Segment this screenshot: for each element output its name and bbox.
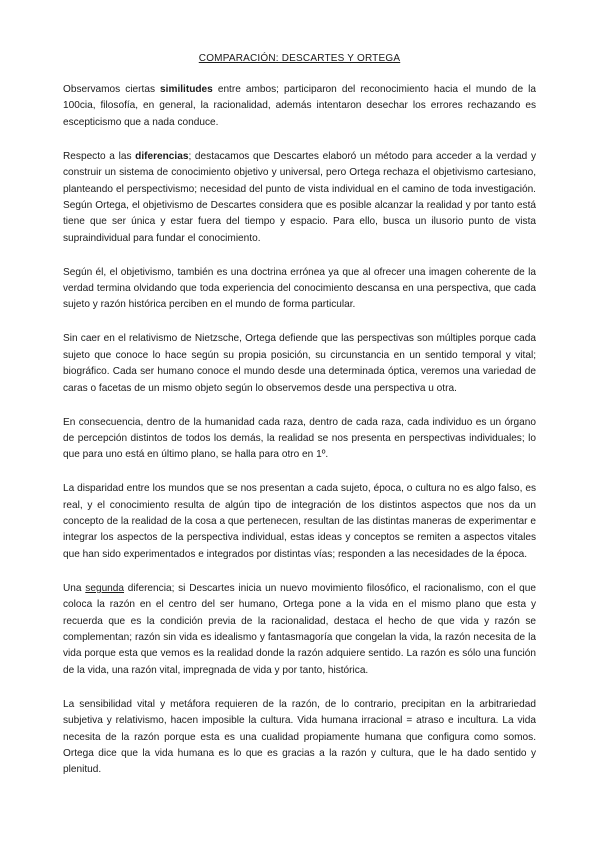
keyword-diferencias: diferencias <box>135 150 189 162</box>
paragraph-similitudes <box>63 82 536 131</box>
paragraph-disparidad: La disparidad entre los mundos que se nos presentan a cada sujeto, época, o cultura no es algo falso, es real, y el conocimiento resulta de algún tipo de integración de los distintos aspectos que nos da un concepto de la realidad de la cosa a que pertenecen, resultan de las distintas maneras de experimentar e integrar los aspectos de la perspectiva individual, estas ideas y conceptos se remiten a aspectos vitales que han sido experimentados e integrados por distintas vías; responden a las necesidades de la época. <box>63 483 536 560</box>
document-title: COMPARACIÓN: DESCARTES Y ORTEGA <box>198 53 401 64</box>
keyword-similitudes: similitudes <box>160 84 213 95</box>
paragraph-2-start: Respecto a las <box>63 150 136 162</box>
paragraph-2-rest: ; destacamos que Descartes elaboró un método para acceder a la verdad y construir un sistema de conocimiento objetivo y universal, pero Ortega rechaza el objetivismo cartesiano, planteando el perspectivismo; necesidad del punto de vista individual en el camino de toda investigación. Según Ortega, el objetivismo de Descartes considera que es posible alcanzar la realidad y por tanto está tiene que ser única y estar fuera del tiempo y espacio. Para ello, busca un ilusorio punto de vista supraindividual para fundar el conocimiento. <box>63 150 536 244</box>
paragraph-1-start: Observamos ciertas <box>63 84 161 95</box>
paragraph-7-start: Una <box>63 582 86 594</box>
paragraph-diferencias <box>63 149 536 247</box>
paragraph-consecuencia: En consecuencia, dentro de la humanidad cada raza, dentro de cada raza, cada individuo es un órgano de percepción distintos de todos los demás, la realidad se nos presenta en perspectivas individuales; lo que para uno está en último plano, se halla para otro en 1º. <box>63 416 536 461</box>
paragraph-perspectivismo: Sin caer en el relativismo de Nietzsche, Ortega defiende que las perspectivas son múltiples porque cada sujeto que conoce lo hace según su propia posición, su circunstancia en un sentido temporal y vital; biográfico. Cada ser humano conoce el mundo desde una determinada óptica, veremos una variedad de caras o facetas de un mismo objeto según lo observemos desde una perspectiva u otra. <box>63 333 536 394</box>
document-page <box>63 52 536 796</box>
keyword-segunda: segunda <box>85 582 125 594</box>
paragraph-segunda-diferencia <box>63 581 536 679</box>
paragraph-7-rest: diferencia; si Descartes inicia un nuevo movimiento filosófico, el racionalismo, con el que coloca la razón en el centro del ser humano, Ortega pone a la vida en el mismo plano que esta y recuerda que es la condición previa de la racionalidad, destaca el hecho de que vida y razón se complementan; razón sin vida es idealismo y fantasmagoría que congelan la vida, la razón necesita de la vida porque esta que vemos es la realidad donde la razón adquiere sentido. La razón es sólo una función de la vida, una razón vital, impregnada de vida y por tanto, histórica. <box>63 582 536 676</box>
paragraph-objetivismo: Según él, el objetivismo, también es una doctrina errónea ya que al ofrecer una imagen coherente de la verdad termina olvidando que toda experiencia del conocimiento descansa en una perspectiva, que cada sujeto y razón histórica perciben en el mundo de forma particular. <box>63 266 536 311</box>
paragraph-1-rest: entre ambos; participaron del reconocimiento hacia el mundo de la 100cia, filosofía, en general, la racionalidad, además intentaron desechar los errores rechazando es escepticismo que a nada conduce. <box>63 84 536 128</box>
paragraph-sensibilidad-vital: La sensibilidad vital y metáfora requieren de la razón, de lo contrario, precipitan en la arbitrariedad subjetiva y relativismo, hacen imposible la cultura. Vida humana irracional = atraso e incultura. La vida necesita de la razón porque esta es una cualidad propiamente humana que configura como somos. Ortega dice que la vida humana es lo que es gracias a la razón y cultura, que le ha dado sentido y plenitud. <box>63 698 536 776</box>
